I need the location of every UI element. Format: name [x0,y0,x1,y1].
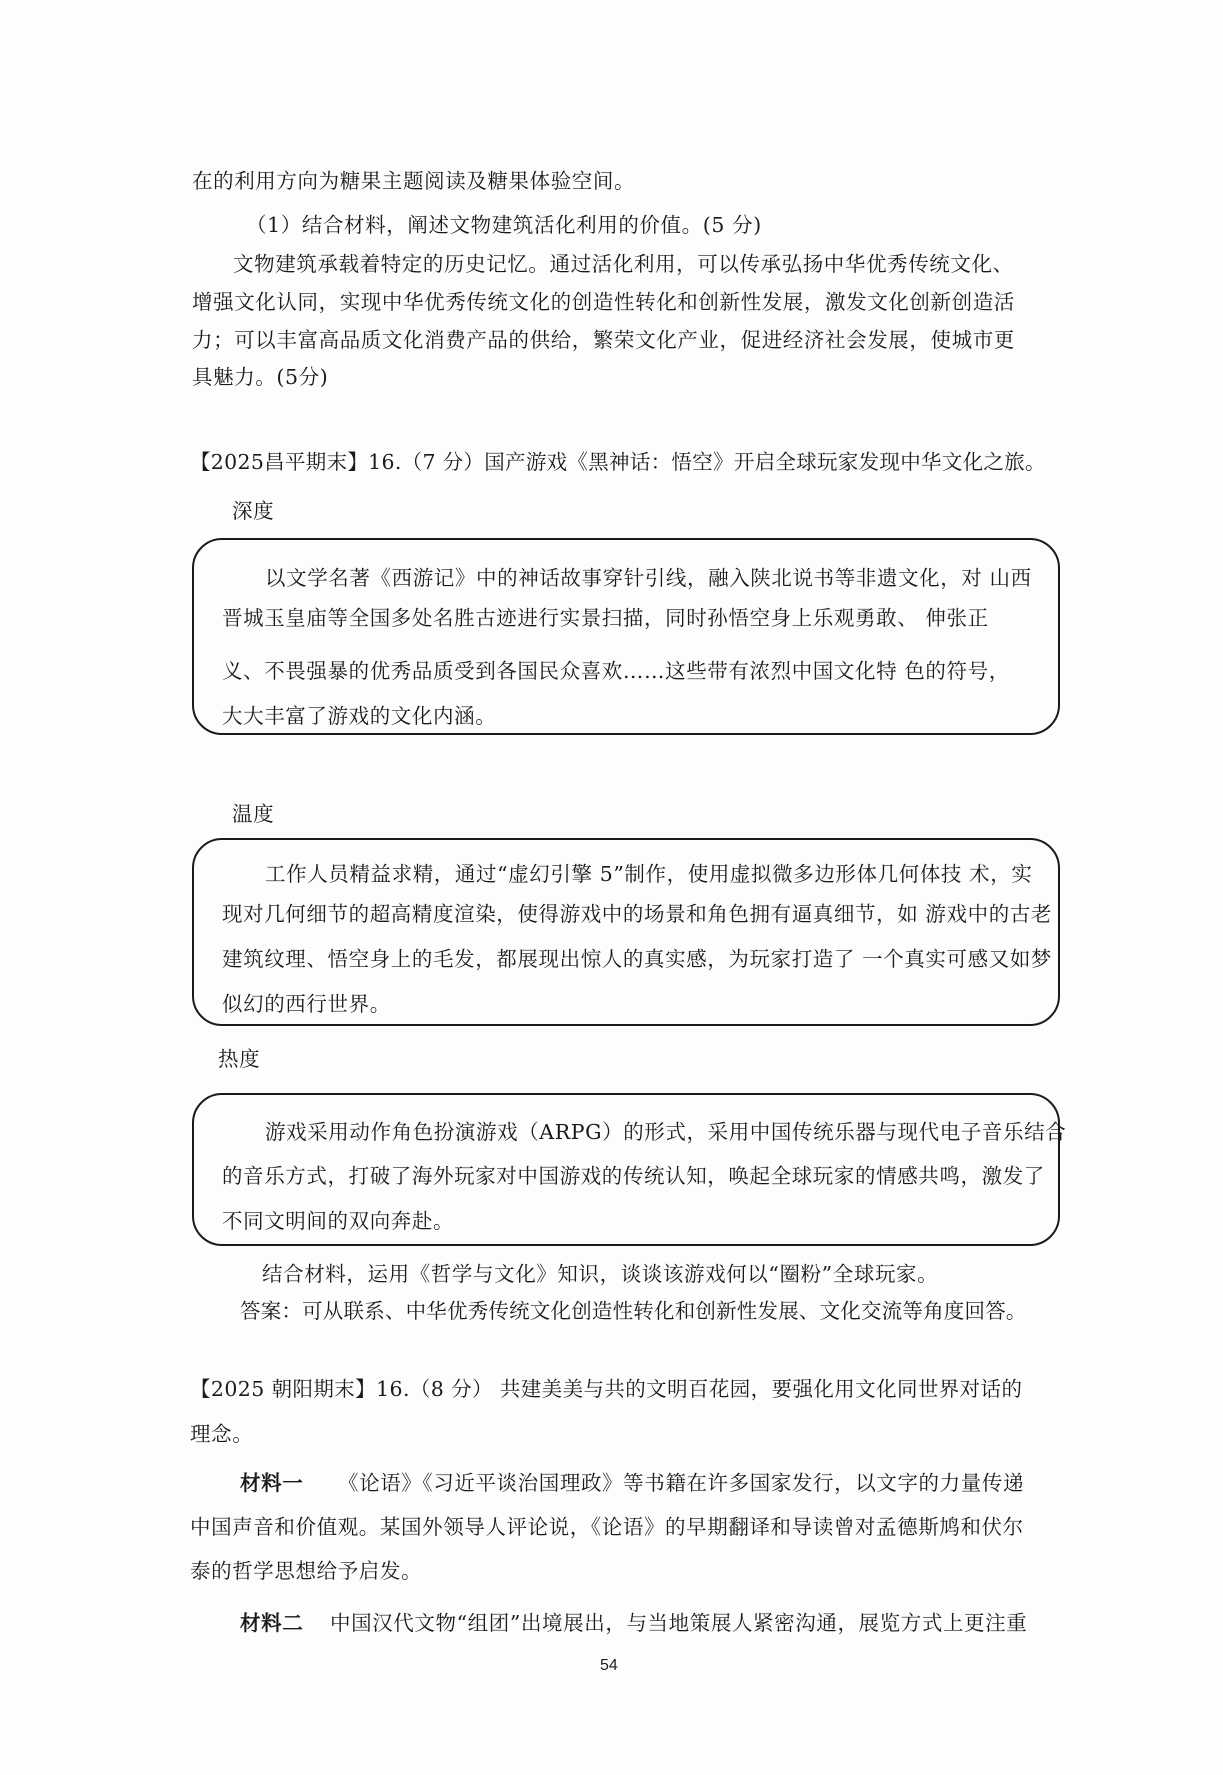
box-text-line: 大大丰富了游戏的文化内涵。 [222,704,497,728]
box-text-line: 现对几何细节的超高精度渲染，使得游戏中的场景和角色拥有逼真细节，如 游戏中的古老 [222,902,1053,926]
question-text: 结合材料，运用《哲学与文化》知识，谈谈该游戏何以“圈粉”全球玩家。 [262,1262,939,1286]
section-title: 深度 [232,499,275,523]
question-header: 【2025昌平期末】16.（7 分）国产游戏《黑神话：悟空》开启全球玩家发现中华文化之旅。 [190,450,1046,474]
box-text-line: 游戏采用动作角色扮演游戏（ARPG）的形式，采用中国传统乐器与现代电子音乐结合 [265,1120,1067,1144]
material-line: 泰的哲学思想给予启发。 [190,1559,423,1583]
answer-line: 文物建筑承载着特定的历史记忆。通过活化利用，可以传承弘扬中华优秀传统文化、 [233,252,1014,276]
box-text-line: 义、不畏强暴的优秀品质受到各国民众喜欢……这些带有浓烈中国文化特 色的符号， [222,659,1010,683]
box-text-line: 不同文明间的双向奔赴。 [222,1209,455,1233]
question-header: 理念。 [190,1422,254,1446]
material-label: 材料二 [240,1611,304,1635]
box-text-line: 以文学名著《西游记》中的神话故事穿针引线，融入陕北说书等非遗文化，对 山西 [265,566,1032,590]
answer-text: 答案：可从联系、中华优秀传统文化创造性转化和创新性发展、文化交流等角度回答。 [240,1299,1027,1323]
text-line: 在的利用方向为糖果主题阅读及糖果体验空间。 [192,169,636,193]
material-line: 《论语》《习近平谈治国理政》等书籍在许多国家发行，以文字的力量传递 [338,1471,1025,1495]
question-text: （1）结合材料，阐述文物建筑活化利用的价值。(5 分) [246,213,762,237]
box-text-line: 似幻的西行世界。 [222,992,391,1016]
answer-line: 具魅力。(5分) [192,365,329,389]
box-text-line: 建筑纹理、悟空身上的毛发，都展现出惊人的真实感，为玩家打造了 一个真实可感又如梦 [222,947,1053,971]
box-text-line: 工作人员精益求精，通过“虚幻引擎 5”制作，使用虚拟微多边形体几何体技 术，实 [265,862,1033,886]
section-title: 温度 [232,802,275,826]
answer-line: 增强文化认同，实现中华优秀传统文化的创造性转化和创新性发展，激发文化创新创造活 [192,290,1015,314]
section-title: 热度 [218,1047,261,1071]
material-line: 中国汉代文物“组团”出境展出，与当地策展人紧密沟通，展览方式上更注重 [330,1611,1028,1635]
box-text-line: 的音乐方式，打破了海外玩家对中国游戏的传统认知，唤起全球玩家的情感共鸣，激发了 [222,1164,1045,1188]
question-header: 【2025 朝阳期末】16.（8 分） 共建美美与共的文明百花园，要强化用文化同世界对话的 [190,1377,1023,1401]
material-line: 中国声音和价值观。某国外领导人评论说，《论语》的早期翻译和导读曾对孟德斯鸠和伏尔 [190,1515,1024,1539]
answer-line: 力；可以丰富高品质文化消费产品的供给，繁荣文化产业，促进经济社会发展，使城市更 [192,328,1015,352]
page-number: 54 [600,1657,618,1674]
box-text-line: 晋城玉皇庙等全国多处名胜古迹进行实景扫描，同时孙悟空身上乐观勇敢、 伸张正 [222,606,989,630]
material-label: 材料一 [240,1471,304,1495]
